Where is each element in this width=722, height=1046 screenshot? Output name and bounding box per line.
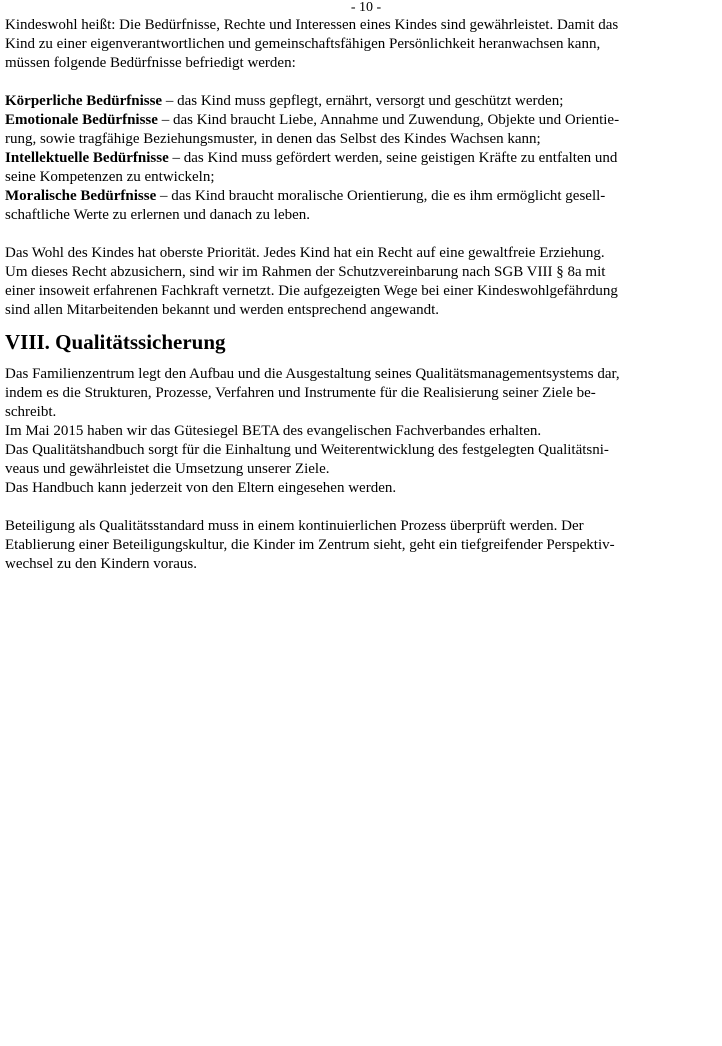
intro-paragraph — [5, 16, 717, 73]
need-description: – das Kind braucht Liebe, Annahme und Zuwendung, Objekte und Orientie- — [157, 112, 620, 128]
need-moralisch — [5, 187, 717, 206]
need-term: Intellektuelle Bedürfnisse — [5, 150, 169, 166]
participation-paragraph — [5, 517, 717, 574]
welfare-line: einer insoweit erfahrenen Fachkraft vernetzt. Die aufgezeigten Wege bei einer Kindeswohlgefährdung — [5, 283, 618, 299]
need-term: Körperliche Bedürfnisse — [5, 93, 163, 109]
need-description-continued: rung, sowie tragfähige Beziehungsmuster, in denen das Selbst des Kindes Wachsen kann; — [5, 131, 541, 147]
need-description-continued: schaftliche Werte zu erlernen und danach zu leben. — [5, 207, 311, 223]
need-description: – das Kind braucht moralische Orientierung, die es ihm ermöglicht gesell- — [156, 188, 606, 204]
welfare-line: sind allen Mitarbeitenden bekannt und werden entsprechend angewandt. — [5, 302, 440, 318]
participation-line: wechsel zu den Kindern voraus. — [5, 556, 198, 572]
quality-line: schreibt. — [5, 404, 57, 420]
participation-line: Etablierung einer Beteiligungskultur, die Kinder im Zentrum sieht, geht ein tiefgreifender Perspektiv- — [5, 537, 615, 553]
quality-line: Das Familienzentrum legt den Aufbau und die Ausgestaltung seines Qualitätsmanagementsystems dar, — [5, 366, 620, 382]
needs-list — [5, 92, 717, 225]
quality-line: veaus und gewährleistet die Umsetzung unserer Ziele. — [5, 461, 330, 477]
quality-line: Im Mai 2015 haben wir das Gütesiegel BETA des evangelischen Fachverbandes erhalten. — [5, 423, 542, 439]
paragraph-gap — [5, 498, 717, 517]
intro-line: müssen folgende Bedürfnisse befriedigt werden: — [5, 55, 296, 71]
need-koerperlich — [5, 92, 717, 111]
welfare-line: Um dieses Recht abzusichern, sind wir im Rahmen der Schutzvereinbarung nach SGB VIII § 8a mit — [5, 264, 606, 280]
need-description: – das Kind muss gefördert werden, seine geistigen Kräfte zu entfalten und — [168, 150, 618, 166]
need-intellektuell — [5, 149, 717, 168]
quality-line: Das Qualitätshandbuch sorgt für die Einhaltung und Weiterentwicklung des festgelegten Qualitätsni- — [5, 442, 609, 458]
quality-paragraph — [5, 365, 717, 498]
section-heading: VIII. Qualitätssicherung — [5, 330, 226, 354]
intro-line: Kindeswohl heißt: Die Bedürfnisse, Rechte und Interessen eines Kindes sind gewährleistet. Damit das — [5, 17, 619, 33]
participation-line: Beteiligung als Qualitätsstandard muss in einem kontinuierlichen Prozess überprüft werden. Der — [5, 518, 584, 534]
need-emotional — [5, 111, 717, 130]
page-number: - 10 - — [350, 0, 382, 15]
paragraph-gap — [5, 73, 717, 92]
quality-line: indem es die Strukturen, Prozesse, Verfahren und Instrumente für die Realisierung seiner Ziele be- — [5, 385, 596, 401]
intro-line: Kind zu einer eigenverantwortlichen und gemeinschaftsfähigen Persönlichkeit heranwachsen kann, — [5, 36, 601, 52]
welfare-line: Das Wohl des Kindes hat oberste Priorität. Jedes Kind hat ein Recht auf eine gewaltfreie Erziehung. — [5, 245, 605, 261]
child-welfare-paragraph — [5, 244, 717, 320]
need-description: – das Kind muss gepflegt, ernährt, versorgt und geschützt werden; — [162, 93, 564, 109]
document-page — [5, 0, 717, 574]
paragraph-gap — [5, 225, 717, 244]
need-description-continued: seine Kompetenzen zu entwickeln; — [5, 169, 215, 185]
need-term: Emotionale Bedürfnisse — [5, 112, 158, 128]
quality-line: Das Handbuch kann jederzeit von den Eltern eingesehen werden. — [5, 480, 397, 496]
need-term: Moralische Bedürfnisse — [5, 188, 157, 204]
